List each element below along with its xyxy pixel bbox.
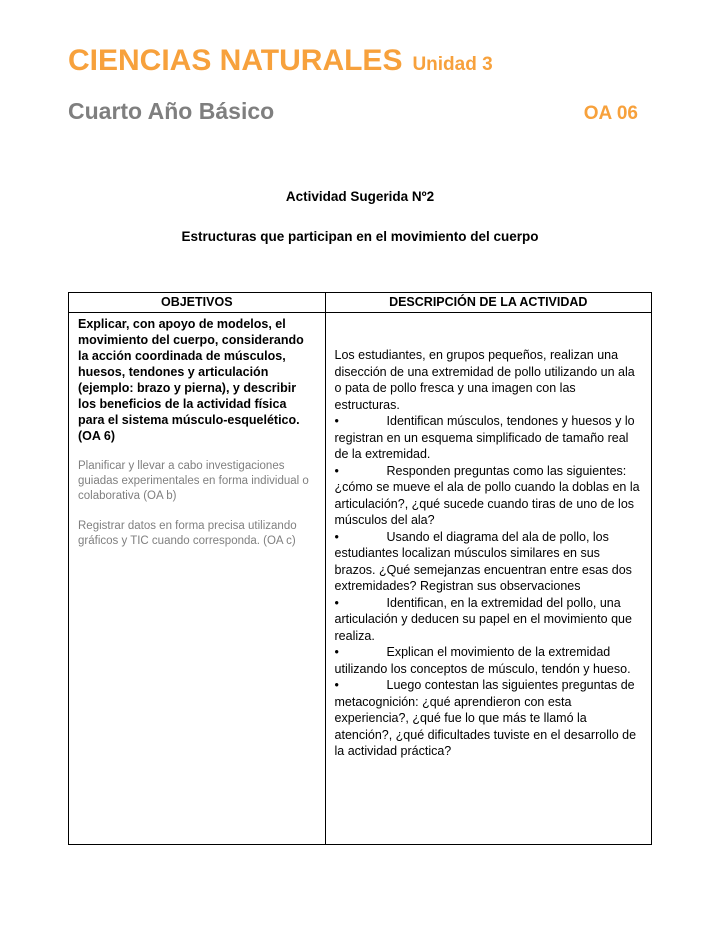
objective-oa-b: Planificar y llevar a cabo investigaciones guiadas experimentales en forma individual o colaborativa (OA b)	[78, 460, 309, 502]
description-bullet-3	[335, 529, 642, 595]
activity-subtitle: Estructuras que participan en el movimiento del cuerpo	[181, 229, 539, 244]
oa-code: OA 06	[583, 103, 638, 124]
column-header-descripcion: DESCRIPCIÓN DE LA ACTIVIDAD	[325, 293, 651, 313]
subtitle-line	[68, 98, 652, 125]
table-body-row	[69, 313, 652, 845]
description-bullet-6	[335, 677, 642, 760]
unit-label: Unidad 3	[412, 54, 493, 75]
description-bullet-5	[335, 644, 642, 677]
activity-titles	[68, 189, 652, 244]
activity-table	[68, 292, 652, 845]
bullet-icon: •	[334, 529, 339, 544]
grade-title: Cuarto Año Básico	[68, 98, 275, 124]
bullet-text-2: Responden preguntas como las siguientes: ¿cómo se mueve el ala de pollo cuando la doblas en la articulación?, ¿qué sucede cuando tiras de uno de los músculos del ala?	[334, 463, 640, 527]
description-bullet-2	[335, 463, 642, 529]
activity-title: Actividad Sugerida Nº2	[285, 189, 435, 204]
bullet-icon: •	[334, 595, 339, 610]
bullet-text-6: Luego contestan las siguientes preguntas de metacognición: ¿qué aprendieron con esta experiencia?, ¿qué fue lo que más te llamó la atención?, ¿qué dificultades tuviste en el desarrollo de la actividad práctica?	[334, 678, 637, 758]
title-line	[68, 44, 652, 78]
bullet-icon: •	[334, 645, 339, 659]
bullet-icon: •	[334, 414, 339, 428]
subject-title: CIENCIAS NATURALES	[68, 44, 403, 77]
description-cell	[325, 313, 651, 845]
bullet-icon: •	[334, 463, 339, 478]
document-header	[68, 44, 652, 125]
bullet-text-5: Explican el movimiento de la extremidad utilizando los conceptos de músculo, tendón y hueso.	[334, 645, 631, 676]
bullet-text-4: Identifican, en la extremidad del pollo, una articulación y deducen su papel en el movimiento que realiza.	[334, 595, 632, 643]
bullet-text-1: Identifican músculos, tendones y huesos y lo registran en un esquema simplificado de tamaño real de la extremidad.	[334, 414, 635, 461]
bullet-text-3: Usando el diagrama del ala de pollo, los estudiantes localizan músculos similares en sus brazos. ¿Qué semejanzas encuentran entre esas dos extremidades? Registran sus observaciones	[334, 529, 632, 593]
table-header-row	[69, 293, 652, 313]
description-bullet-1	[335, 413, 642, 463]
bullet-icon: •	[334, 678, 339, 692]
description-intro: Los estudiantes, en grupos pequeños, realizan una disección de una extremidad de pollo utilizando un ala o pata de pollo fresca y una imagen con las estructuras.	[334, 348, 635, 412]
objectives-cell	[69, 313, 326, 845]
objective-oa-c: Registrar datos en forma precisa utilizando gráficos y TIC cuando corresponda. (OA c)	[78, 520, 297, 547]
objective-main: Explicar, con apoyo de modelos, el movimiento del cuerpo, considerando la acción coordinada de músculos, huesos, tendones y articulación (ejemplo: brazo y pierna), y describir los beneficios de la actividad física para el sistema músculo-esquelético. (OA 6)	[78, 317, 304, 443]
description-bullet-4	[335, 595, 642, 645]
column-header-objetivos: OBJETIVOS	[69, 293, 326, 313]
